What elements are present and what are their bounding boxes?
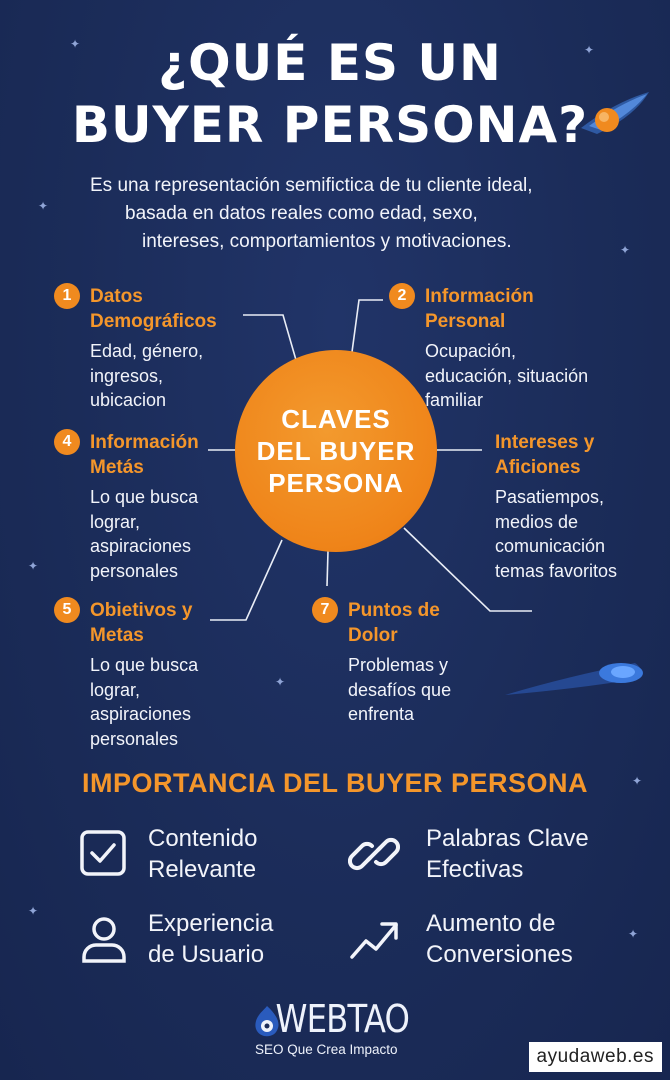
key-title-line: Dolor (348, 625, 398, 646)
key-title-line: Aficiones (495, 457, 581, 478)
star-icon: ✦ (28, 904, 39, 918)
key-desc-line: Problemas y (348, 655, 449, 675)
brand-logo (250, 998, 437, 1057)
key-personal-info (389, 284, 588, 413)
key-goals-info (54, 430, 199, 583)
key-title (90, 598, 192, 648)
key-title (425, 284, 534, 334)
key-description (312, 653, 451, 727)
key-desc-line: temas favoritos (495, 560, 618, 581)
center-label: PERSONA (268, 468, 404, 498)
importance-label-line: Relevante (148, 856, 257, 883)
importance-label (148, 908, 273, 970)
key-desc-line: aspiraciones (90, 536, 192, 556)
key-title-line: Personal (425, 311, 506, 332)
importance-label (148, 823, 257, 885)
key-desc-line: aspiraciones (90, 704, 192, 724)
key-description (54, 339, 217, 413)
importance-item-conversions (348, 908, 573, 970)
trending-up-icon (348, 913, 400, 965)
key-desc-line: Lo que busca (90, 487, 199, 507)
checkbox-icon (78, 828, 130, 880)
importance-label-line: de Usuario (148, 941, 265, 968)
intro-text: Es una representación semifictica de tu cliente ideal, (90, 175, 533, 196)
key-description (495, 485, 617, 583)
key-desc-line: Lo que busca (90, 655, 199, 675)
key-description (54, 653, 198, 751)
star-icon: ✦ (28, 559, 39, 573)
intro-text: intereses, comportamientos y motivaciones. (142, 231, 512, 252)
watermark: ayudaweb.es (529, 1042, 662, 1072)
user-icon (78, 913, 130, 965)
key-title-line: Metás (90, 457, 144, 478)
key-title-line: Datos (90, 286, 143, 307)
center-label: DEL BUYER (256, 436, 416, 466)
importance-label (426, 823, 589, 885)
intro-text: basada en datos reales como edad, sexo, (125, 203, 478, 224)
key-title-line: Metas (90, 625, 144, 646)
star-icon: ✦ (70, 37, 81, 51)
number-badge: 5 (54, 597, 80, 623)
star-icon: ✦ (275, 675, 286, 689)
key-desc-line: familiar (425, 390, 484, 410)
number-badge: 1 (54, 283, 80, 309)
star-icon: ✦ (628, 927, 639, 941)
importance-label-line: Aumento de (426, 910, 556, 937)
page-title: BUYER PERSONA? (71, 96, 589, 154)
key-title (495, 430, 617, 480)
importance-item-keywords (348, 823, 589, 885)
star-icon: ✦ (38, 199, 49, 213)
key-desc-line: lograr, (90, 679, 141, 700)
importance-label-line: Palabras Clave (426, 825, 589, 852)
key-description (389, 339, 588, 413)
star-icon: ✦ (632, 774, 643, 788)
key-title-line: Información (90, 432, 199, 453)
key-desc-line: Ocupación, (425, 341, 517, 361)
key-interests (495, 430, 617, 583)
importance-item-ux (78, 908, 273, 970)
key-desc-line: educación, situación (425, 365, 589, 386)
key-title-line: Intereses y (495, 432, 595, 453)
importance-item-content (78, 823, 257, 885)
key-desc-line: ingresos, (90, 365, 164, 386)
center-label: CLAVES (281, 404, 391, 434)
key-desc-line: Edad, género, (90, 341, 204, 361)
key-demographics (54, 284, 217, 413)
key-desc-line: desafíos que (348, 679, 452, 700)
number-badge: 2 (389, 283, 415, 309)
key-desc-line: Pasatiempos, (495, 487, 605, 507)
importance-title: IMPORTANCIA DEL BUYER PERSONA (81, 768, 589, 798)
star-icon: ✦ (584, 43, 595, 57)
key-title-line: Información (425, 286, 534, 307)
key-title (90, 430, 199, 480)
importance-label-line: Contenido (148, 825, 258, 852)
logo-tagline: SEO Que Crea Impacto (255, 1042, 398, 1057)
key-description (54, 485, 199, 583)
key-desc-line: medios de (495, 511, 579, 532)
number-badge: 7 (312, 597, 338, 623)
importance-label-line: Efectivas (426, 856, 524, 883)
key-title (348, 598, 440, 648)
key-desc-line: ubicacion (90, 390, 167, 410)
key-desc-line: comunicación (495, 536, 606, 556)
star-icon: ✦ (620, 243, 631, 257)
number-badge: 4 (54, 429, 80, 455)
key-objectives (54, 598, 198, 751)
key-title-line: Demográficos (90, 311, 217, 332)
chain-link-icon (348, 828, 400, 880)
key-title (90, 284, 217, 334)
importance-label-line: Conversiones (426, 941, 573, 968)
importance-label (426, 908, 573, 970)
key-title-line: Puntos de (348, 600, 440, 621)
key-desc-line: enfrenta (348, 704, 415, 724)
logo-name: WEBTAO (275, 997, 410, 1041)
key-desc-line: lograr, (90, 511, 141, 532)
key-pain-points (312, 598, 451, 727)
page-title: ¿QUÉ ES UN (158, 34, 502, 92)
importance-label-line: Experiencia (148, 910, 274, 937)
key-title-line: Obietivos y (90, 600, 193, 621)
key-desc-line: personales (90, 560, 179, 581)
key-desc-line: personales (90, 728, 179, 749)
